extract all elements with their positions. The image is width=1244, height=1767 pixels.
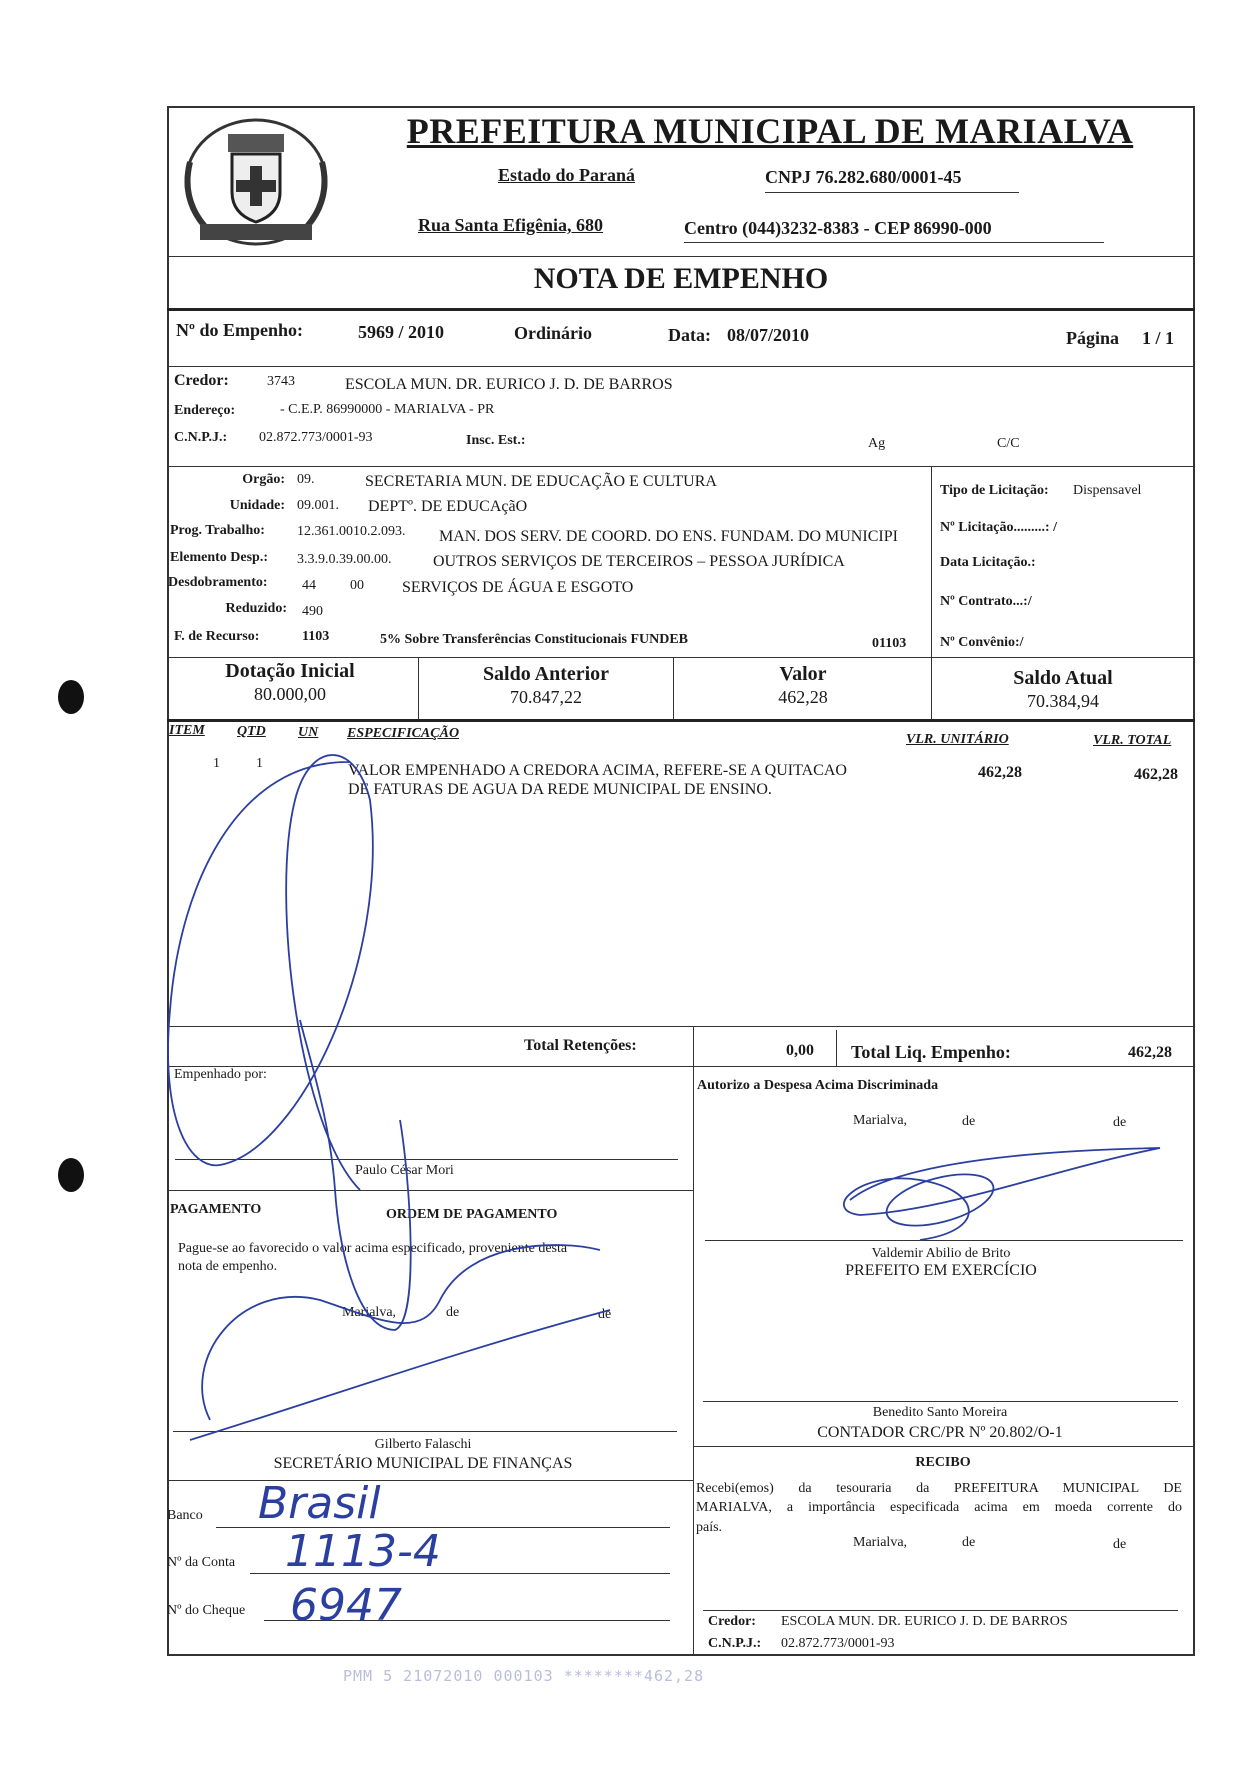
banco-label: Banco xyxy=(167,1508,203,1523)
prog-name: MAN. DOS SERV. DE COORD. DO ENS. FUNDAM. DO MUNICIPI xyxy=(439,528,898,545)
divider xyxy=(167,657,1195,658)
document-title: NOTA DE EMPENHO xyxy=(533,262,829,295)
pagamento-de: de xyxy=(598,1307,612,1322)
recurso-name: 5% Sobre Transferências Constitucionais FUNDEB xyxy=(380,632,689,647)
divider xyxy=(167,1066,1195,1067)
recibo-cnpj-label: C.N.P.J.: xyxy=(708,1636,762,1651)
divider-vertical xyxy=(693,1066,694,1656)
recibo-place: Marialva, xyxy=(853,1535,908,1550)
contact-label: Centro (044)3232-8383 - CEP 86990-000 xyxy=(684,218,992,238)
date-label: Data: xyxy=(668,325,711,345)
balance-label: Dotação Inicial xyxy=(225,660,355,682)
recurso-code: 1103 xyxy=(302,629,330,644)
contador-role: CONTADOR CRC/PR Nº 20.802/O-1 xyxy=(817,1424,1063,1441)
prefeito-role: PREFEITO EM EXERCÍCIO xyxy=(845,1262,1037,1279)
recibo-text: país. xyxy=(696,1520,723,1535)
orgao-name: SECRETARIA MUN. DE EDUCAÇÃO E CULTURA xyxy=(365,473,717,490)
divider-vertical xyxy=(931,466,932,660)
divider xyxy=(167,1190,693,1191)
divider xyxy=(167,366,1195,367)
contador-name: Benedito Santo Moreira xyxy=(872,1405,1008,1420)
reduzido-value: 490 xyxy=(302,604,323,619)
divider-vertical xyxy=(931,657,932,719)
page-title: PREFEITURA MUNICIPAL DE MARIALVA xyxy=(406,111,1134,151)
items-header-spec: ESPECIFICAÇÃO xyxy=(347,726,460,741)
recibo-credor-label: Credor: xyxy=(708,1614,756,1629)
conta-handwritten: 1113-4 xyxy=(285,1526,441,1577)
licitacao-tipo-value: Dispensavel xyxy=(1073,483,1142,498)
signature-line xyxy=(175,1159,678,1160)
item-number: 1 xyxy=(213,756,220,771)
pagamento-place: Marialva, xyxy=(342,1305,397,1320)
retencoes-value: 0,00 xyxy=(786,1042,814,1059)
liq-empenho-label: Total Liq. Empenho: xyxy=(851,1042,1011,1062)
licitacao-data: Data Licitação.: xyxy=(940,555,1036,570)
orgao-label: Orgão: xyxy=(242,472,285,487)
elemento-label: Elemento Desp.: xyxy=(170,550,268,565)
empenho-number: 5969 / 2010 xyxy=(358,322,445,342)
autorizo-de: de xyxy=(962,1114,976,1129)
coat-of-arms-seal xyxy=(170,102,342,252)
divider xyxy=(167,466,1195,467)
item-description-line: DE FATURAS DE AGUA DA REDE MUNICIPAL DE ENSINO. xyxy=(348,781,772,798)
pagamento-text: Pague-se ao favorecido o valor acima especificado, proveniente desta xyxy=(178,1241,568,1256)
banco-handwritten: Brasil xyxy=(258,1478,381,1529)
ordem-pagamento-label: ORDEM DE PAGAMENTO xyxy=(386,1207,558,1222)
retencoes-label: Total Retenções: xyxy=(524,1037,637,1054)
endereco-label: Endereço: xyxy=(174,403,236,418)
convenio-number: Nº Convênio:/ xyxy=(940,635,1024,650)
balance-value: 462,28 xyxy=(778,687,828,707)
underline-contact xyxy=(684,242,1104,243)
orgao-code: 09. xyxy=(297,472,315,487)
recibo-text: MARIALVA, a importância especificada acima em moeda corrente do xyxy=(696,1500,1182,1515)
recibo-text: Recebi(emos) da tesouraria da PREFEITURA MUNICIPAL DE xyxy=(696,1481,1182,1496)
licitacao-tipo-label: Tipo de Licitação: xyxy=(940,483,1049,498)
divider xyxy=(167,1026,1195,1027)
conta-label: Nº da Conta xyxy=(167,1555,236,1570)
items-header-total: VLR. TOTAL xyxy=(1093,733,1172,748)
recibo-credor-name: ESCOLA MUN. DR. EURICO J. D. DE BARROS xyxy=(781,1614,1068,1629)
address-label: Rua Santa Efigênia, 680 xyxy=(418,215,604,235)
autorizo-de: de xyxy=(1113,1115,1127,1130)
recibo-cnpj-value: 02.872.773/0001-93 xyxy=(781,1636,895,1651)
empenhado-name: Paulo César Mori xyxy=(355,1163,454,1178)
balance-label: Saldo Atual xyxy=(1013,667,1113,689)
item-description-line: VALOR EMPENHADO A CREDORA ACIMA, REFERE-SE A QUITACAO xyxy=(348,762,847,779)
items-header-item: ITEM xyxy=(169,723,205,738)
divider xyxy=(693,1446,1195,1447)
balance-value: 70.384,94 xyxy=(1027,691,1099,711)
page-label: Página xyxy=(1066,328,1120,348)
divider xyxy=(167,719,1195,722)
cc-label: C/C xyxy=(997,436,1020,451)
item-qty: 1 xyxy=(256,756,263,771)
item-total: 462,28 xyxy=(1134,766,1178,783)
punch-hole-top xyxy=(58,680,84,714)
elemento-name: OUTROS SERVIÇOS DE TERCEIROS – PESSOA JURÍDICA xyxy=(433,553,845,570)
signature-line xyxy=(703,1401,1178,1402)
balance-label: Valor xyxy=(779,663,827,685)
autorizo-label: Autorizo a Despesa Acima Discriminada xyxy=(697,1078,939,1093)
prog-label: Prog. Trabalho: xyxy=(170,523,265,538)
items-header-un: UN xyxy=(298,725,319,740)
divider-vertical xyxy=(418,657,419,719)
cheque-label: Nº do Cheque xyxy=(167,1603,246,1618)
credor-label: Credor: xyxy=(174,372,229,389)
empenhado-label: Empenhado por: xyxy=(174,1067,267,1082)
balance-value: 80.000,00 xyxy=(254,684,326,704)
reduzido-label: Reduzido: xyxy=(225,601,287,616)
recibo-de: de xyxy=(1113,1537,1127,1552)
signature-line xyxy=(703,1610,1178,1611)
divider xyxy=(167,1480,693,1481)
autorizo-place: Marialva, xyxy=(853,1113,908,1128)
divider-vertical xyxy=(836,1030,837,1066)
secretario-role: SECRETÁRIO MUNICIPAL DE FINANÇAS xyxy=(273,1455,573,1472)
divider xyxy=(167,256,1195,257)
empenho-number-label: Nº do Empenho: xyxy=(176,320,303,340)
liq-empenho-value: 462,28 xyxy=(1128,1044,1172,1061)
balance-label: Saldo Anterior xyxy=(482,663,610,685)
date-value: 08/07/2010 xyxy=(727,325,810,345)
divider-vertical xyxy=(673,657,674,719)
secretario-name: Gilberto Falaschi xyxy=(374,1437,472,1452)
empenho-type: Ordinário xyxy=(514,323,593,343)
cnpj-creditor-label: C.N.P.J.: xyxy=(174,430,228,445)
desdobramento-code1: 44 xyxy=(302,578,316,593)
pagamento-de: de xyxy=(446,1305,460,1320)
page-number: 1 / 1 xyxy=(1142,328,1175,348)
insc-est-label: Insc. Est.: xyxy=(466,433,526,448)
unidade-label: Unidade: xyxy=(229,498,285,513)
pagamento-text: nota de empenho. xyxy=(178,1259,278,1274)
cheque-handwritten: 6947 xyxy=(290,1580,402,1631)
contrato-number: Nº Contrato...:/ xyxy=(940,594,1032,609)
desdobramento-code2: 00 xyxy=(350,578,364,593)
pagamento-label: PAGAMENTO xyxy=(170,1202,262,1217)
recurso-label: F. de Recurso: xyxy=(174,629,260,644)
punch-hole-bottom xyxy=(58,1158,84,1192)
state-label: Estado do Paraná xyxy=(498,165,636,185)
elemento-code: 3.3.9.0.39.00.00. xyxy=(297,552,392,567)
recibo-label: RECIBO xyxy=(915,1455,971,1470)
prog-code: 12.361.0010.2.093. xyxy=(297,524,406,539)
underline-state xyxy=(765,192,1019,193)
divider-vertical xyxy=(693,1026,694,1066)
item-unit-price: 462,28 xyxy=(978,764,1022,781)
items-header-qtd: QTD xyxy=(237,724,266,739)
credor-name: ESCOLA MUN. DR. EURICO J. D. DE BARROS xyxy=(345,376,673,393)
payment-stamp: PMM 5 21072010 000103 ********462,28 xyxy=(343,1667,705,1685)
balance-value: 70.847,22 xyxy=(510,687,582,707)
items-header-unit-price: VLR. UNITÁRIO xyxy=(906,732,1009,747)
recurso-number: 01103 xyxy=(872,636,907,651)
recibo-de: de xyxy=(962,1535,976,1550)
desdobramento-name: SERVIÇOS DE ÁGUA E ESGOTO xyxy=(402,579,634,596)
unidade-code: 09.001. xyxy=(297,498,339,513)
signature-line xyxy=(173,1431,677,1432)
cnpj-creditor-value: 02.872.773/0001-93 xyxy=(259,430,373,445)
signature-line xyxy=(705,1240,1183,1241)
divider xyxy=(167,308,1195,311)
desdobramento-label: Desdobramento: xyxy=(168,575,268,590)
endereco-value: - C.E.P. 86990000 - MARIALVA - PR xyxy=(280,402,495,417)
ag-label: Ag xyxy=(868,436,886,451)
credor-code: 3743 xyxy=(267,374,295,389)
unidade-name: DEPTº. DE EDUCAçãO xyxy=(368,498,528,515)
prefeito-name: Valdemir Abilio de Brito xyxy=(871,1246,1011,1261)
cnpj-label: CNPJ 76.282.680/0001-45 xyxy=(765,167,962,187)
licitacao-numero: Nº Licitação.........: / xyxy=(940,520,1057,535)
